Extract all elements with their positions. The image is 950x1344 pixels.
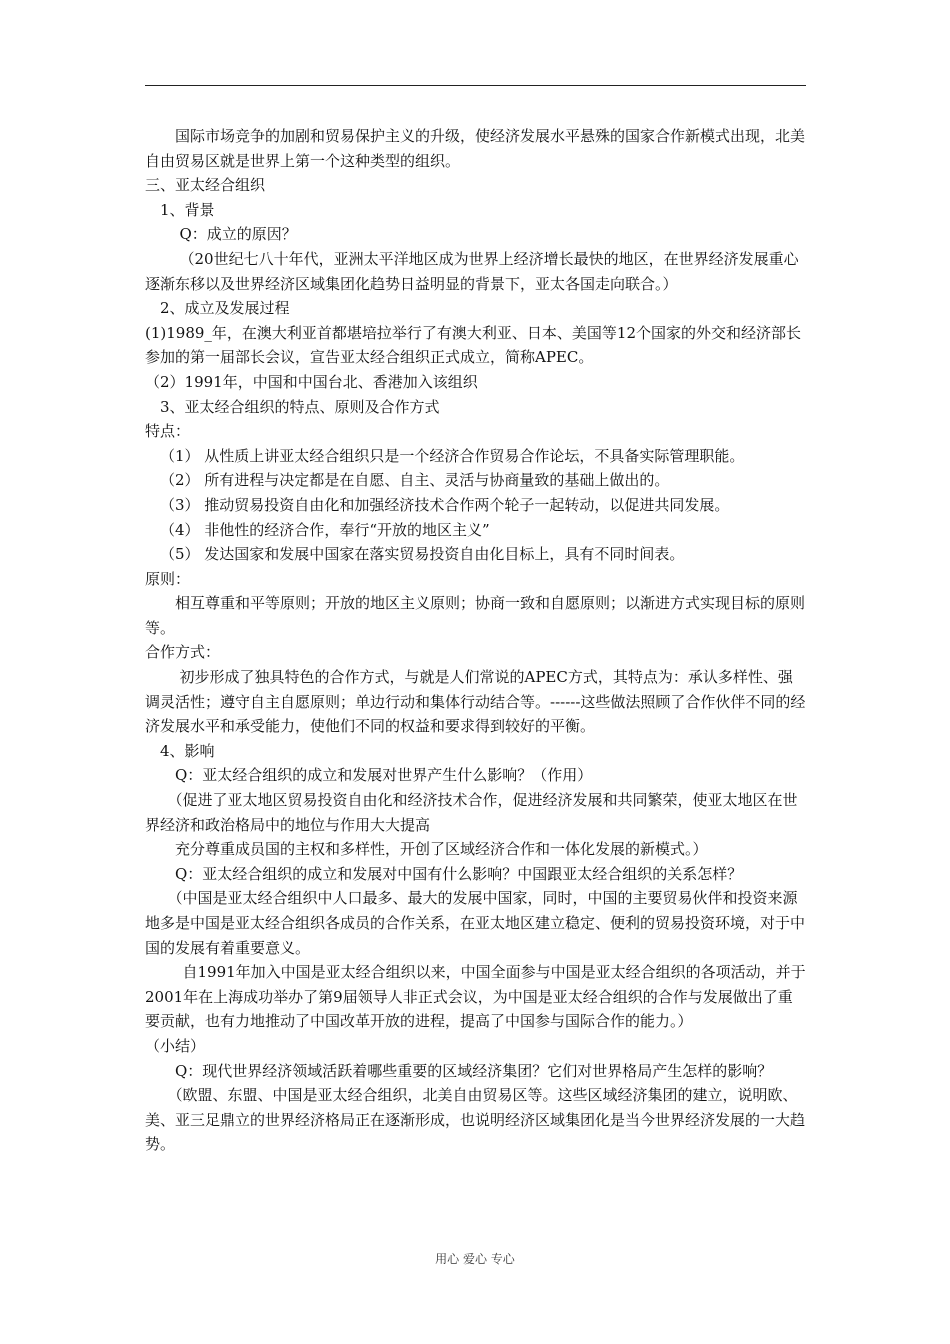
paragraph: 原则： xyxy=(145,569,191,588)
paragraph: 4、影响 xyxy=(160,741,215,760)
paragraph: （2） 所有进程与决定都是在自愿、自主、灵活与协商量致的基础上做出的。 xyxy=(160,471,670,490)
paragraph: (1)1989_年，在澳大利亚首都堪培拉举行了有澳大利亚、日本、美国等12个国家的外交和经济部长参加的第一届部长会议，宣告亚太经合组织正式成立，简称APEC。 xyxy=(145,323,802,367)
paragraph: （20世纪七八十年代，亚洲太平洋地区成为世界上经济增长最快的地区，在世界经济发展重心逐渐东移以及世界经济区域集团化趋势日益明显的背景下，亚太各国走向联合。） xyxy=(145,249,799,293)
paragraph: Q：成立的原因？ xyxy=(179,225,297,244)
paragraph: （5） 发达国家和发展中国家在落实贸易投资自由化目标上，具有不同时间表。 xyxy=(160,545,685,564)
paragraph: （4） 非他性的经济合作，奉行“开放的地区主义” xyxy=(160,520,490,539)
paragraph: 三、亚太经合组织 xyxy=(145,176,266,195)
page-footer: 用心 爱心 专心 xyxy=(435,1252,515,1266)
paragraph: 合作方式： xyxy=(145,643,221,662)
paragraph: （1） 从性质上讲亚太经合组织只是一个经济合作贸易合作论坛，不具备实际管理职能。 xyxy=(160,446,745,465)
paragraph: （2）1991年，中国和中国台北、香港加入该组织 xyxy=(145,372,478,391)
paragraph: （促进了亚太地区贸易投资自由化和经济技术合作，促进经济发展和共同繁荣，使亚太地区在世界经济和政治格局中的地位与作用大大提高 xyxy=(145,791,798,834)
paragraph: Q：现代世界经济领域活跃着哪些重要的区域经济集团？它们对世界格局产生怎样的影响？ xyxy=(175,1061,773,1080)
paragraph: 1、背景 xyxy=(160,200,215,219)
paragraph: 初步形成了独具特色的合作方式，与就是人们常说的APEC方式，其特点为：承认多样性、强调灵活性；遵守自主自愿原则；单边行动和集体行动结合等。------这些做法照顾了合作伙伴不同的经济发展水平和承受能力，使他们不同的权益和要求得到较好的平衡。 xyxy=(145,668,806,736)
paragraph: 3、亚太经合组织的特点、原则及合作方式 xyxy=(160,397,440,416)
paragraph: 2、成立及发展过程 xyxy=(160,299,290,318)
header-rule xyxy=(145,85,806,86)
paragraph: （小结） xyxy=(145,1036,206,1055)
paragraph: 相互尊重和平等原则；开放的地区主义原则；协商一致和自愿原则；以渐进方式实现目标的原则等。 xyxy=(145,594,806,637)
paragraph: 自1991年加入中国是亚太经合组织以来，中国全面参与中国是亚太经合组织的各项活动，并于2001年在上海成功举办了第9届领导人非正式会议，为中国是亚太经合组织的合作与发展做出了重要贡献，也有力地推动了中国改革开放的进程，提高了中国参与国际合作的能力。） xyxy=(145,963,806,1031)
paragraph: Q：亚太经合组织的成立和发展对世界产生什么影响？（作用） xyxy=(175,766,593,785)
paragraph: 国际市场竞争的加剧和贸易保护主义的升级，使经济发展水平悬殊的国家合作新模式出现，北美自由贸易区就是世界上第一个这种类型的组织。 xyxy=(145,127,806,170)
paragraph: （3） 推动贸易投资自由化和加强经济技术合作两个轮子一起转动，以促进共同发展。 xyxy=(160,495,730,514)
paragraph: 特点： xyxy=(145,422,191,441)
paragraph: 充分尊重成员国的主权和多样性，开创了区域经济合作和一体化发展的新模式。） xyxy=(175,840,708,859)
paragraph: （中国是亚太经合组织中人口最多、最大的发展中国家，同时，中国的主要贸易伙伴和投资来源地多是中国是亚太经合组织各成员的合作关系，在亚太地区建立稳定、便利的贸易投资环境，对于中国的发展有着重要意义。 xyxy=(145,889,806,957)
paragraph: Q：亚太经合组织的成立和发展对中国有什么影响？中国跟亚太经合组织的关系怎样？ xyxy=(175,864,743,883)
paragraph: （欧盟、东盟、中国是亚太经合组织，北美自由贸易区等。这些区域经济集团的建立，说明欧、美、亚三足鼎立的世界经济格局正在逐渐形成，也说明经济区域集团化是当今世界经济发展的一大趋势。 xyxy=(145,1086,806,1154)
document-body xyxy=(145,124,807,1157)
